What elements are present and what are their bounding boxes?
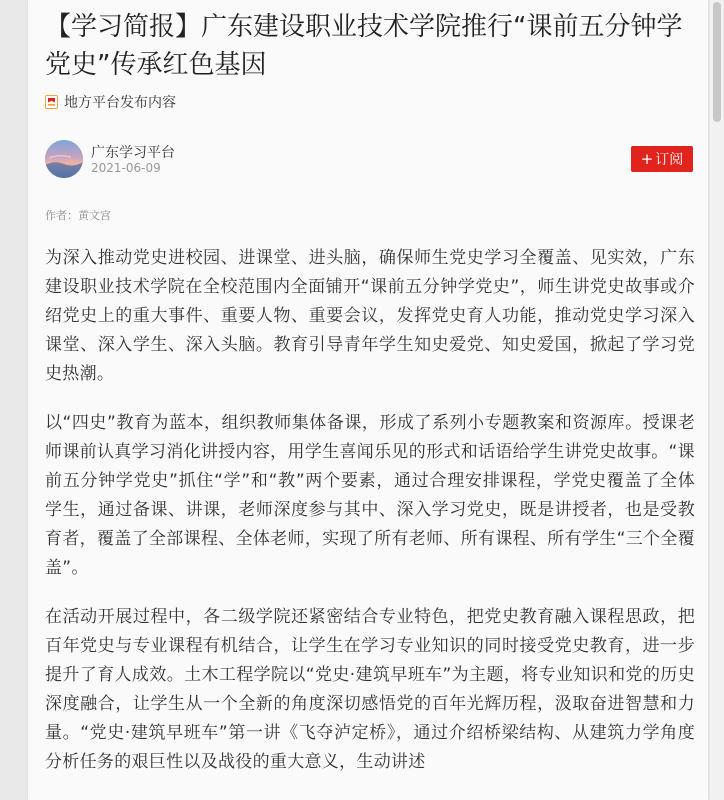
paragraph: 在活动开展过程中，各二级学院还紧密结合专业特色，把党史教育融入课程思政，把百年党史与专业课程有机结合，让学生在学习专业知识的同时接受党史教育，进一步提升了育人成效。土木工程学院以“党史·建筑早班车”为主题，将专业知识和党的历史深度融合，让学生从一个全新的角度深切感悟党的百年光辉历程，汲取奋进智慧和力量。“党史·建筑早班车”第一讲《飞夺泸定桥》，通过介绍桥梁结构、从建筑力学角度分析任务的艰巨性以及战役的重大意义，生动讲述: [45, 607, 695, 772]
source-label: 地方平台发布内容: [64, 95, 176, 111]
author-line: 作者：黄文宫: [45, 209, 111, 222]
paragraph: 以“四史”教育为蓝本，组织教师集体备课，形成了系列小专题教案和资源库。授课老师课前认真学习消化讲授内容，用学生喜闻乐见的形式和话语给学生讲党史故事。“课前五分钟学党史”抓住“学”和“教”两个要素，通过合理安排课程，学党史覆盖了全体学生，通过备课、讲课，老师深度参与其中、深入学习党史，既是讲授者，也是受教育者，覆盖了全部课程、全体老师，实现了所有老师、所有课程、所有学生“三个全覆盖”。: [45, 413, 695, 578]
flag-icon: [45, 95, 58, 109]
article-title: 【学习简报】广东建设职业技术学院推行“课前五分钟学党史”传承红色基因: [45, 12, 683, 80]
subscribe-button[interactable]: [631, 146, 693, 172]
article-body: [45, 244, 695, 797]
paragraph: 为深入推动党史进校园、进课堂、进头脑，确保师生党史学习全覆盖、见实效，广东建设职业技术学院在全校范围内全面铺开“课前五分钟学党史”，师生讲党史故事或介绍党史上的重大事件、重要人物、重要会议，发挥党史育人功能，推动党史学习深入课堂、深入学生、深入头脑。教育引导青年学生知史爱党、知史爱国，掀起了学习党史热潮。: [45, 248, 695, 384]
scrollbar-thumb[interactable]: [713, 2, 721, 122]
avatar[interactable]: [45, 140, 83, 178]
publisher-row: [45, 140, 693, 180]
plus-icon: +: [640, 149, 654, 168]
publisher-name[interactable]: 广东学习平台: [91, 145, 175, 161]
publish-date: 2021-06-09: [91, 161, 161, 175]
source-badge: [45, 92, 176, 112]
article-page: [28, 0, 708, 800]
subscribe-label: 订阅: [655, 152, 684, 168]
scrollbar[interactable]: [710, 0, 724, 800]
